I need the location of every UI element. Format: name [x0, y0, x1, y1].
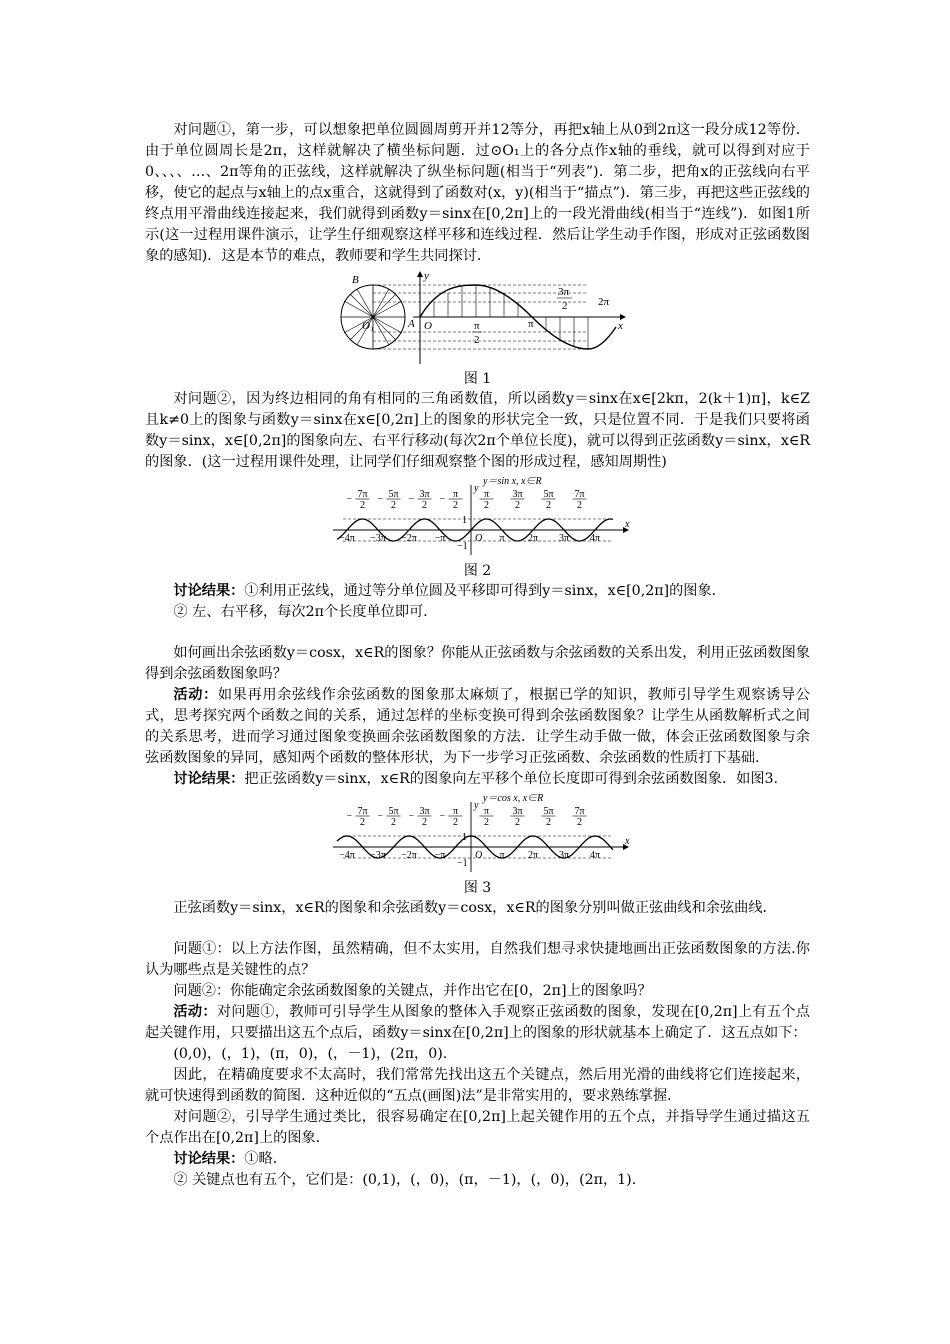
- fig2-frac-den: 2: [390, 500, 396, 511]
- fig3-frac-num: 7π: [356, 806, 368, 817]
- fig3-tick-label: 3π: [558, 850, 569, 861]
- fig3-one-label: 1: [461, 832, 467, 843]
- fig3-frac-den: 2: [452, 817, 458, 828]
- fig3-tick-label: −3π: [369, 850, 386, 861]
- label-origin: O: [423, 320, 432, 332]
- fig3-frac-num: 3π: [418, 806, 430, 817]
- paragraph-1: 对问题①，第一步，可以想象把单位圆圆周剪开并12等分，再把x轴上从0到2π这一段分成12等份．由于单位圆周长是2π，这样就解决了横坐标问题．过⊙O₁上的各分点作x轴的垂线，就可以得到对应于0、、、、…、2π等角的正弦线，这样就解决了纵坐标问题(相当于“列表”)．第二步，把角x的正弦线向右平移，使它的起点与x轴上的点x重合，这就得到了函数对(x，y)(相当于“描点”)．第三步，再把这些正弦线的终点用平滑曲线连接起来，我们就得到函数y＝sinx在[0,2π]上的一段光滑曲线(相当于“连线”)．如图1所示(这一过程用课件演示，让学生仔细观察这样平移和连线过程．然后让学生动手作图，形成对正弦函数图象的感知)．这是本节的难点，教师要和学生共同探讨．: [145, 122, 810, 264]
- paragraph-3: 如何画出余弦函数y＝cosx，x∈R的图象？你能从正弦函数与余弦函数的关系出发，利用正弦函数图象得到余弦函数图象吗？: [145, 645, 810, 682]
- paragraph-6: 对问题②，引导学生通过类比，很容易确定在[0,2π]上起关键作用的五个点，并指导学生通过描这五个点作出在[0,2π]上的图象．: [145, 1109, 810, 1146]
- fig2-frac-num: 7π: [573, 489, 585, 500]
- paragraph-4: 正弦函数y＝sinx，x∈R的图象和余弦函数y＝cosx，x∈R的图象分别叫做正弦曲线和余弦曲线．: [173, 900, 777, 916]
- fig2-tick-label: 2π: [527, 533, 538, 544]
- fig2-frac-num: π: [452, 489, 458, 500]
- label-half-pi-num: π: [473, 320, 480, 332]
- fig3-tick-label: −π: [434, 850, 445, 861]
- discussion-text: ①略．: [244, 1151, 287, 1167]
- label-o1: O₁: [361, 320, 374, 332]
- discussion-label: 讨论结果：: [173, 583, 245, 599]
- fig2-frac-sign: −: [408, 494, 414, 505]
- fig2-tick-label: π: [498, 533, 505, 544]
- fig3-frac-den: 2: [483, 817, 489, 828]
- fig2-minus-one-label: −1: [456, 541, 468, 552]
- fig3-frac-num: 5π: [542, 806, 554, 817]
- fig2-y-label: y: [473, 483, 478, 494]
- fig3-frac-den: 2: [390, 817, 396, 828]
- fig2-tick-label: 4π: [589, 533, 600, 544]
- fig2-frac-den: 2: [545, 500, 551, 511]
- fig2-frac-den: 2: [421, 500, 427, 511]
- paragraph-5: 因此，在精确度要求不太高时，我们常常先找出这五个关键点，然后用光滑的曲线将它们连接起来，就可快速得到函数的简图．这种近似的“五点(画图)法”是非常实用的，要求熟练掌握．: [145, 1067, 810, 1104]
- document-page: [145, 120, 810, 1191]
- fig2-frac-num: 7π: [356, 489, 368, 500]
- fig3-frac-sign: −: [377, 811, 383, 822]
- figure-2-caption: 图 2: [463, 563, 492, 579]
- fig3-tick-label: O: [474, 850, 482, 861]
- activity-text: 如果再用余弦线作余弦函数的图象那太麻烦了，根据已学的知识，教师引导学生观察诱导公式，思考探究两个函数之间的关系，通过怎样的坐标变换可得到余弦函数图象？让学生从函数解析式之间的关系思考，进而学习通过图象变换画余弦函数图象的方法．让学生动手做一做，体会正弦函数图象与余弦函数图象的异同，感知两个函数的整体形状，为下一步学习正弦函数、余弦函数的性质打下基础．: [145, 687, 810, 766]
- fig3-tick-label: 2π: [527, 850, 538, 861]
- fig2-frac-num: 5π: [542, 489, 554, 500]
- discussion-text: ①利用正弦线，通过等分单位圆及平移即可得到y＝sinx，x∈[0,2π]的图象．: [244, 583, 726, 599]
- fig3-tick-label: −2π: [400, 850, 417, 861]
- fig3-frac-num: π: [452, 806, 458, 817]
- label-3pi-den: 2: [561, 300, 567, 312]
- fig3-tick-label: 4π: [589, 850, 600, 861]
- fig3-frac-den: 2: [421, 817, 427, 828]
- figure-1: [145, 269, 810, 369]
- label-2pi: 2π: [597, 296, 609, 308]
- fig2-one-label: 1: [461, 515, 467, 526]
- fig3-frac-num: 3π: [511, 806, 523, 817]
- discussion-result-1-line2: ② 左、右平移，每次2π个长度单位即可．: [173, 604, 438, 620]
- fig3-frac-num: π: [483, 806, 489, 817]
- activity-label: 活动：: [173, 687, 218, 703]
- fig3-frac-den: 2: [359, 817, 365, 828]
- fig2-tick-label: O: [474, 533, 482, 544]
- fig2-tick-label: −π: [434, 533, 445, 544]
- label-a: A: [407, 318, 415, 330]
- discussion-result-3-line2: ② 关键点也有五个，它们是：(0,1)，(，0)，(π，－1)，(，0)，(2π，1).: [173, 1172, 637, 1188]
- fig3-title: y＝cos x, x∈R: [482, 793, 543, 804]
- fig3-frac-den: 2: [545, 817, 551, 828]
- question-2: 问题②：你能确定余弦函数图象的关键点，并作出它在[0，2π]上的图象吗？: [173, 983, 652, 999]
- discussion-result-2: [145, 769, 810, 790]
- fig3-frac-num: 5π: [387, 806, 399, 817]
- figure-3-caption: 图 3: [463, 880, 492, 896]
- five-points: (0,0)，(，1)，(π，0)，(，－1)，(2π，0).: [173, 1046, 448, 1062]
- label-b: B: [351, 274, 359, 286]
- discussion-text: 把正弦函数y＝sinx，x∈R的图象向左平移个单位长度即可得到余弦函数图象．如图3.: [244, 771, 779, 787]
- paragraph-2: 对问题②，因为终边相同的角有相同的三角函数值，所以函数y＝sinx在x∈[2kπ，2(k＋1)π]，k∈Z且k≠0上的图象与函数y＝sinx在x∈[0,2π]上的图象的形状完全一致，只是位置不同．于是我们只要将函数y＝sinx，x∈[0,2π]的图象向左、右平行移动(每次2π个单位长度)，就可以得到正弦函数y＝sinx，x∈R的图象．(这一过程用课件处理，让同学们仔细观察整个图的形成过程，感知周期性): [145, 391, 810, 470]
- figure-1-caption: 图 1: [463, 371, 492, 387]
- fig3-tick-label: π: [498, 850, 505, 861]
- fig3-x-label: x: [624, 836, 629, 847]
- fig3-minus-one-label: −1: [456, 858, 468, 869]
- activity-label: 活动：: [173, 1004, 217, 1020]
- fig2-tick-label: −2π: [400, 533, 417, 544]
- fig3-y-label: y: [473, 800, 478, 811]
- fig2-frac-num: 5π: [387, 489, 399, 500]
- sine-unit-circle-diagram: [328, 269, 628, 369]
- fig3-tick-label: −4π: [338, 850, 355, 861]
- label-x-axis: x: [617, 320, 623, 332]
- sine-curve-diagram: [323, 475, 633, 561]
- fig2-frac-sign: −: [439, 494, 445, 505]
- fig2-frac-num: 3π: [418, 489, 430, 500]
- fig2-x-label: x: [624, 519, 629, 530]
- label-pi: π: [527, 318, 534, 330]
- discussion-result-1: [145, 581, 810, 602]
- fig2-tick-label: −3π: [369, 533, 386, 544]
- question-1: 问题①：以上方法作图，虽然精确，但不太实用，自然我们想寻求快捷地画出正弦函数图象的方法.你认为哪些点是关键性的点？: [145, 941, 810, 978]
- fig2-frac-sign: −: [377, 494, 383, 505]
- fig2-frac-sign: −: [346, 494, 352, 505]
- label-3pi-num: 3π: [557, 286, 569, 298]
- figure-2: [145, 475, 810, 561]
- fig2-frac-num: 3π: [511, 489, 523, 500]
- label-y-axis: y: [423, 270, 429, 282]
- figure-3: [145, 792, 810, 878]
- fig3-frac-sign: −: [439, 811, 445, 822]
- fig2-frac-den: 2: [483, 500, 489, 511]
- activity-1: [145, 685, 810, 769]
- fig2-frac-den: 2: [576, 500, 582, 511]
- fig2-frac-num: π: [483, 489, 489, 500]
- fig3-frac-den: 2: [514, 817, 520, 828]
- fig2-tick-label: −4π: [338, 533, 355, 544]
- fig3-frac-num: 7π: [573, 806, 585, 817]
- label-half-pi-den: 2: [473, 334, 479, 346]
- fig3-frac-den: 2: [576, 817, 582, 828]
- activity-text: 对问题①，教师可引导学生从图象的整体入手观察正弦函数的图象，发现在[0,2π]上有五个点起关键作用，只要描出这五个点后，函数y＝sinx在[0,2π]上的图象的形状就基本上确定了．这五点如下：: [145, 1004, 810, 1041]
- discussion-result-3: [145, 1149, 810, 1170]
- fig3-frac-sign: −: [408, 811, 414, 822]
- fig2-frac-den: 2: [359, 500, 365, 511]
- fig2-tick-label: 3π: [558, 533, 569, 544]
- fig3-frac-sign: −: [346, 811, 352, 822]
- discussion-label: 讨论结果：: [173, 771, 245, 787]
- fig2-frac-den: 2: [514, 500, 520, 511]
- fig2-title: y＝sin x, x∈R: [482, 476, 542, 487]
- activity-2: [145, 1002, 810, 1044]
- cosine-curve-diagram: [323, 792, 633, 878]
- discussion-label: 讨论结果：: [173, 1151, 245, 1167]
- fig2-frac-den: 2: [452, 500, 458, 511]
